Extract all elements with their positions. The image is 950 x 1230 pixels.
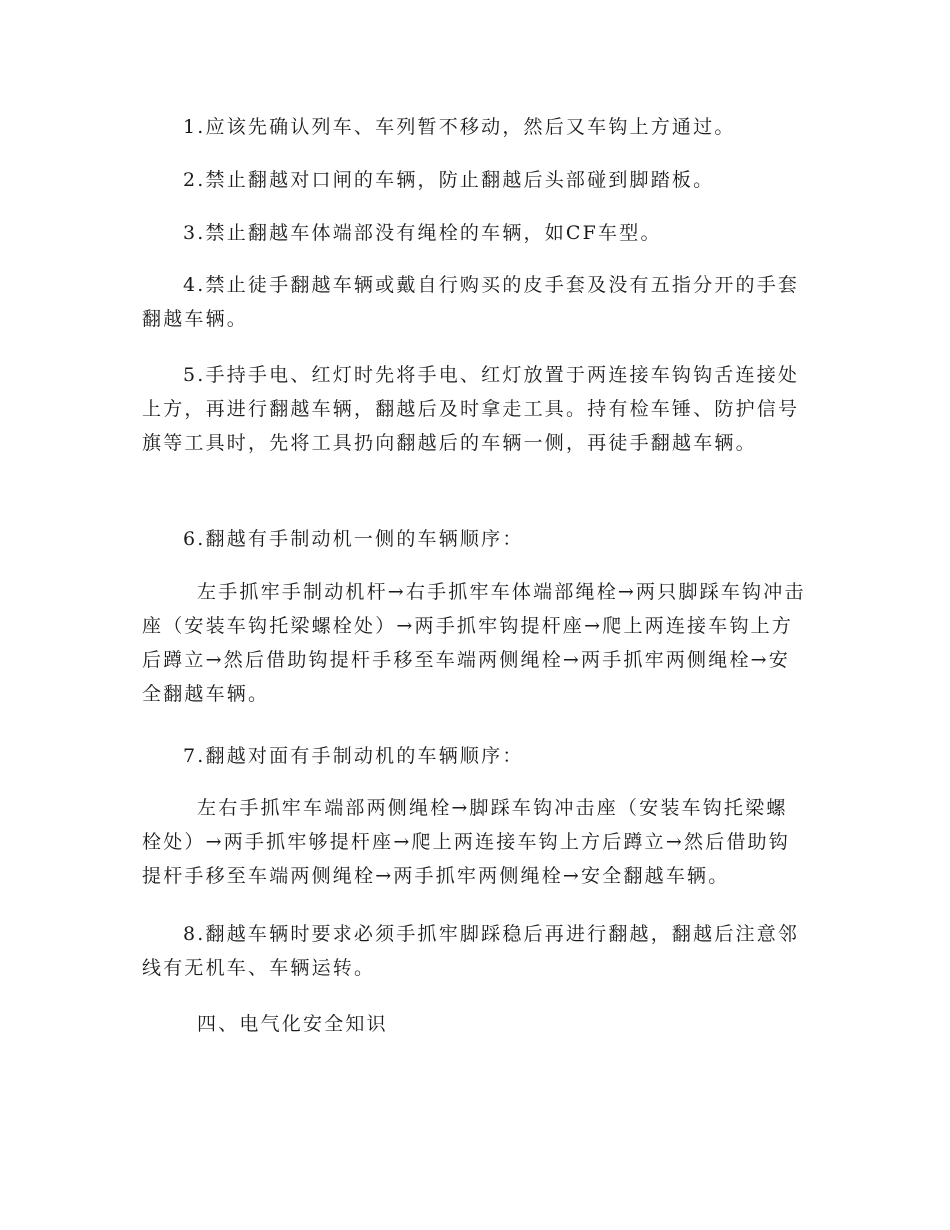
paragraph-4: 4.禁止徒手翻越车辆或戴自行购买的皮手套及没有五指分开的手套翻越车辆。	[142, 274, 800, 330]
paragraph-7-steps: 左右手抓牢车端部两侧绳栓→脚踩车钩冲击座（安装车钩托梁螺栓处）→两手抓牢够提杆座→爬上两连接车钩上方后蹲立→然后借助钩提杆手移至车端两侧绳栓→两手抓牢两侧绳栓→安全翻越车辆。	[142, 797, 790, 887]
paragraph-2: 2.禁止翻越对口闸的车辆，防止翻越后头部碰到脚踏板。	[183, 169, 715, 191]
paragraph-6: 6.翻越有手制动机一侧的车辆顺序：	[183, 528, 524, 550]
paragraph-6-steps: 左手抓牢手制动机杆→右手抓牢车体端部绳栓→两只脚踩车钩冲击座（安装车钩托梁螺栓处）→两手抓牢钩提杆座→爬上两连接车钩上方后蹲立→然后借助钩提杆手移至车端两侧绳栓→两手抓牢两侧绳栓→安全翻越车辆。	[142, 581, 806, 705]
paragraph-7: 7.翻越对面有手制动机的车辆顺序：	[183, 745, 524, 767]
paragraph-8: 8.翻越车辆时要求必须手抓牢脚踩稳后再进行翻越，翻越后注意邻线有无机车、车辆运转。	[142, 923, 800, 979]
paragraph-3: 3.禁止翻越车体端部没有绳栓的车辆，如CF车型。	[183, 222, 662, 244]
paragraph-5: 5.手持手电、红灯时先将手电、红灯放置于两连接车钩钩舌连接处上方，再进行翻越车辆，翻越后及时拿走工具。持有检车锤、防护信号旗等工具时，先将工具扔向翻越后的车辆一侧，再徒手翻越车辆。	[142, 364, 800, 454]
section-heading: 四、电气化安全知识	[197, 1013, 388, 1035]
paragraph-1: 1.应该先确认列车、车列暂不移动，然后又车钩上方通过。	[183, 116, 736, 138]
